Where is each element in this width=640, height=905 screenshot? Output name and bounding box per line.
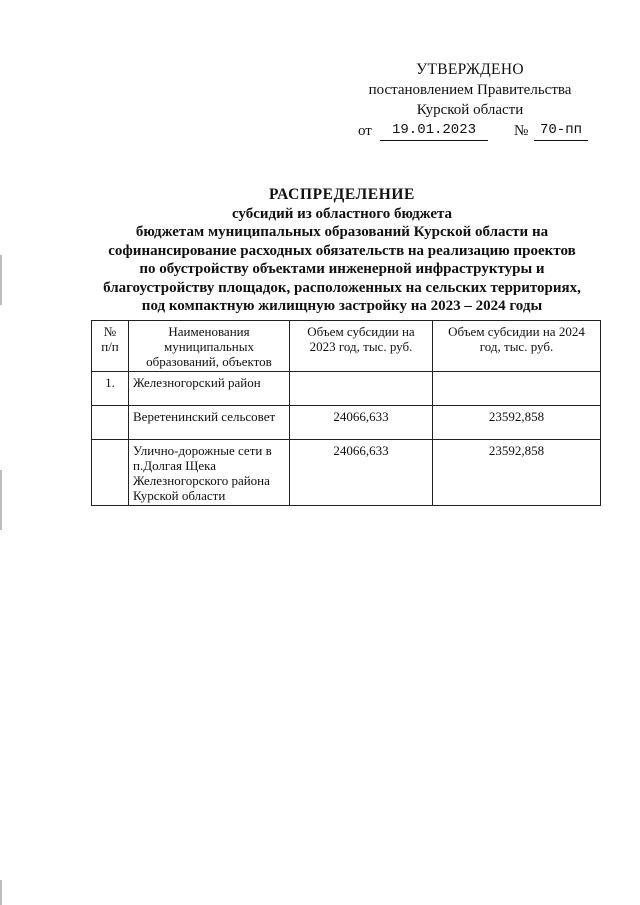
- title-line-3: софинансирование расходных обязательств на реализацию проектов: [108, 242, 576, 259]
- scan-edge-mark: [0, 470, 2, 530]
- title-heading: РАСПРЕДЕЛЕНИЕ: [269, 186, 415, 203]
- table-header-row: [92, 321, 601, 372]
- approval-heading: УТВЕРЖДЕНО: [416, 61, 524, 78]
- title-line-2: бюджетам муниципальных образований Курской области на: [135, 224, 549, 240]
- number-prefix: №: [514, 123, 529, 139]
- scan-edge-mark: [0, 255, 2, 305]
- approval-date-line: [340, 121, 600, 143]
- title-line-5: благоустройству площадок, расположенных на сельских территориях,: [103, 279, 581, 296]
- approval-stamp-block: [340, 60, 600, 143]
- header-name: Наименования муниципальных образований, объектов: [129, 321, 290, 372]
- title-line-6: под компактную жилищную застройку на 2023 – 2024 годы: [141, 298, 543, 314]
- header-num: [92, 321, 129, 372]
- cell-2024: [433, 372, 601, 406]
- approval-line-decree: постановлением Правительства: [368, 82, 572, 98]
- header-2023: Объем субсидии на 2023 год, тыс. руб.: [290, 321, 433, 372]
- subsidy-table: [91, 320, 601, 506]
- cell-num: [92, 406, 129, 440]
- cell-2024: 23592,858: [433, 406, 601, 440]
- cell-name: Веретенинский сельсовет: [129, 406, 290, 440]
- title-line-1: субсидий из областного бюджета: [231, 205, 453, 222]
- table-row: [92, 406, 601, 440]
- table-row: [92, 372, 601, 406]
- cell-name: Железногорский район: [129, 372, 290, 406]
- approval-line-region: Курской области: [416, 102, 524, 118]
- cell-name: Улично-дорожные сети в п.Долгая Щека Железногорского района Курской области: [129, 440, 290, 506]
- cell-2023: [290, 372, 433, 406]
- scan-edge-mark: [0, 880, 2, 905]
- date-prefix: от: [358, 123, 372, 139]
- cell-2023: 24066,633: [290, 440, 433, 506]
- header-num-abbrev: п/п: [101, 339, 119, 354]
- document-title: [92, 186, 592, 316]
- cell-num: 1.: [92, 372, 129, 406]
- approval-number: 70-пп: [534, 121, 588, 141]
- title-line-4: по обустройству объектами инженерной инфраструктуры и: [139, 261, 545, 277]
- header-num-symbol: №: [103, 324, 117, 339]
- table-row: [92, 440, 601, 506]
- header-2024: Объем субсидии на 2024 год, тыс. руб.: [433, 321, 601, 372]
- cell-num: [92, 440, 129, 506]
- approval-date: 19.01.2023: [380, 121, 488, 141]
- cell-2023: 24066,633: [290, 406, 433, 440]
- cell-2024: 23592,858: [433, 440, 601, 506]
